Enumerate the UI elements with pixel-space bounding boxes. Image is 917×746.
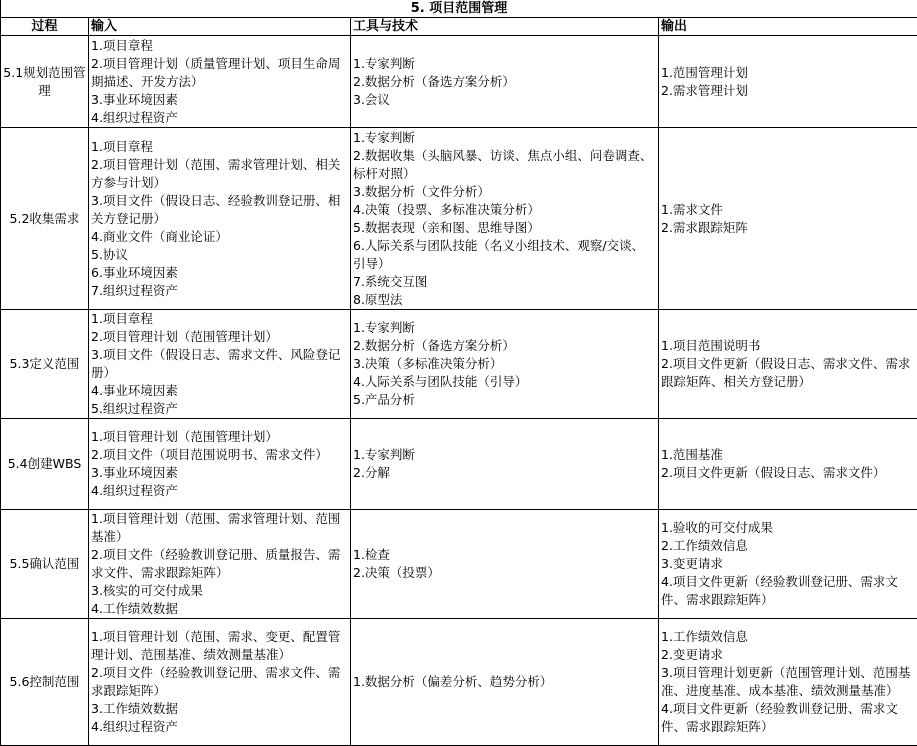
outputs-cell xyxy=(659,510,917,619)
list-item: 1.项目管理计划（范围、需求、变更、配置管理计划、范围基准、绩效测量基准） xyxy=(91,629,341,662)
process-cell: 5.5确认范围 xyxy=(1,510,89,619)
inputs-cell xyxy=(89,619,351,746)
list-item: 5.协议 xyxy=(91,246,128,262)
list-item: 4.事业环境因素 xyxy=(91,383,178,398)
list-item: 2.项目管理计划（质量管理计划、项目生命周期描述、开发方法） xyxy=(91,55,341,89)
list-item: 1.范围管理计划 xyxy=(661,64,748,80)
inputs-cell xyxy=(89,419,351,510)
list-item: 4.组织过程资产 xyxy=(91,719,178,734)
process-cell: 5.6控制范围 xyxy=(1,619,89,746)
list-item: 2.项目文件（项目范围说明书、需求文件） xyxy=(91,447,328,462)
header-process: 过程 xyxy=(1,18,89,36)
list-item: 2.项目文件（经验教训登记册、质量报告、需求文件、需求跟踪矩阵） xyxy=(91,547,341,580)
list-item: 1.项目管理计划（范围管理计划） xyxy=(91,429,278,444)
list-item: 1.检查 xyxy=(353,547,390,562)
list-item: 2.决策（投票） xyxy=(353,565,440,580)
list-item: 1.项目章程 xyxy=(91,37,153,53)
tools-cell xyxy=(351,419,659,510)
list-item: 7.组织过程资产 xyxy=(91,282,178,298)
list-item: 3.项目管理计划更新（范围管理计划、范围基准、进度基准、成本基准、绩效测量基准） xyxy=(661,665,911,698)
tools-cell xyxy=(351,310,659,419)
list-item: 3.变更请求 xyxy=(661,556,723,571)
tools-cell xyxy=(351,619,659,746)
list-item: 2.需求跟踪矩阵 xyxy=(661,219,748,235)
header-input: 输入 xyxy=(89,18,351,36)
outputs-cell xyxy=(659,310,917,419)
list-item: 5.数据表现（亲和图、思维导图） xyxy=(353,219,540,235)
list-item: 2.数据收集（头脑风暴、访谈、焦点小组、问卷调查、标杆对照） xyxy=(353,147,653,181)
list-item: 4.商业文件（商业论证） xyxy=(91,228,228,244)
tools-cell xyxy=(351,510,659,619)
list-item: 2.项目管理计划（范围管理计划） xyxy=(91,329,278,344)
list-item: 2.工作绩效信息 xyxy=(661,538,748,553)
row-5-5 xyxy=(1,510,917,619)
list-item: 1.需求文件 xyxy=(661,201,723,217)
outputs-cell xyxy=(659,419,917,510)
list-item: 1.项目章程 xyxy=(91,138,153,154)
tools-cell xyxy=(351,128,659,310)
list-item: 2.数据分析（备选方案分析） xyxy=(353,338,515,353)
outputs-cell xyxy=(659,619,917,746)
list-item: 3.事业环境因素 xyxy=(91,91,178,107)
list-item: 3.事业环境因素 xyxy=(91,465,178,480)
list-item: 2.数据分析（备选方案分析） xyxy=(353,73,515,89)
row-5-2 xyxy=(1,128,917,310)
header-row xyxy=(1,18,917,36)
list-item: 2.项目文件更新（假设日志、需求文件） xyxy=(661,465,886,480)
list-item: 1.项目章程 xyxy=(91,311,153,326)
tools-cell xyxy=(351,36,659,128)
row-5-6 xyxy=(1,619,917,746)
list-item: 1.专家判断 xyxy=(353,447,415,462)
list-item: 1.专家判断 xyxy=(353,55,415,71)
list-item: 5.组织过程资产 xyxy=(91,401,178,416)
list-item: 1.项目范围说明书 xyxy=(661,338,761,353)
list-item: 4.人际关系与团队技能（引导） xyxy=(353,374,528,389)
list-item: 2.变更请求 xyxy=(661,647,723,662)
inputs-cell xyxy=(89,36,351,128)
list-item: 6.人际关系与团队技能（名义小组技术、观察/交谈、引导） xyxy=(353,237,645,271)
list-item: 4.组织过程资产 xyxy=(91,109,178,125)
process-cell: 5.2收集需求 xyxy=(1,128,89,310)
list-item: 7.系统交互图 xyxy=(353,273,428,289)
header-tools: 工具与技术 xyxy=(351,18,659,36)
list-item: 4.工作绩效数据 xyxy=(91,601,178,616)
list-item: 1.范围基准 xyxy=(661,447,723,462)
list-item: 1.验收的可交付成果 xyxy=(661,520,773,535)
row-5-3 xyxy=(1,310,917,419)
list-item: 4.项目文件更新（经验教训登记册、需求文件、需求跟踪矩阵） xyxy=(661,701,898,734)
list-item: 2.项目管理计划（范围、需求管理计划、相关方参与计划） xyxy=(91,156,341,190)
row-5-1 xyxy=(1,36,917,128)
list-item: 1.专家判断 xyxy=(353,129,415,145)
list-item: 2.项目文件（经验教训登记册、需求文件、需求跟踪矩阵） xyxy=(91,665,341,698)
process-cell: 5.4创建WBS xyxy=(1,419,89,510)
list-item: 1.项目管理计划（范围、需求管理计划、范围基准） xyxy=(91,511,341,544)
list-item: 4.项目文件更新（经验教训登记册、需求文件、需求跟踪矩阵） xyxy=(661,574,898,607)
list-item: 2.项目文件更新（假设日志、需求文件、需求跟踪矩阵、相关方登记册） xyxy=(661,356,911,389)
list-item: 3.工作绩效数据 xyxy=(91,701,178,716)
inputs-cell xyxy=(89,128,351,310)
list-item: 4.组织过程资产 xyxy=(91,483,178,498)
outputs-cell xyxy=(659,128,917,310)
list-item: 3.项目文件（假设日志、经验教训登记册、相关方登记册） xyxy=(91,192,341,226)
outputs-cell xyxy=(659,36,917,128)
list-item: 3.项目文件（假设日志、需求文件、风险登记册） xyxy=(91,347,341,380)
row-5-4 xyxy=(1,419,917,510)
list-item: 4.决策（投票、多标准决策分析） xyxy=(353,201,540,217)
list-item: 3.会议 xyxy=(353,91,390,107)
inputs-cell xyxy=(89,310,351,419)
list-item: 1.数据分析（偏差分析、趋势分析） xyxy=(353,674,553,689)
list-item: 1.专家判断 xyxy=(353,320,415,335)
table-title: 5. 项目范围管理 xyxy=(1,0,917,18)
list-item: 2.需求管理计划 xyxy=(661,82,748,98)
list-item: 1.工作绩效信息 xyxy=(661,629,748,644)
list-item: 3.核实的可交付成果 xyxy=(91,583,203,598)
process-cell: 5.1规划范围管理 xyxy=(1,36,89,128)
list-item: 3.决策（多标准决策分析） xyxy=(353,356,503,371)
list-item: 5.产品分析 xyxy=(353,392,415,407)
inputs-cell xyxy=(89,510,351,619)
list-item: 3.数据分析（文件分析） xyxy=(353,183,490,199)
header-output: 输出 xyxy=(659,18,917,36)
list-item: 8.原型法 xyxy=(353,291,403,307)
list-item: 6.事业环境因素 xyxy=(91,264,178,280)
process-cell: 5.3定义范围 xyxy=(1,310,89,419)
list-item: 2.分解 xyxy=(353,465,390,480)
